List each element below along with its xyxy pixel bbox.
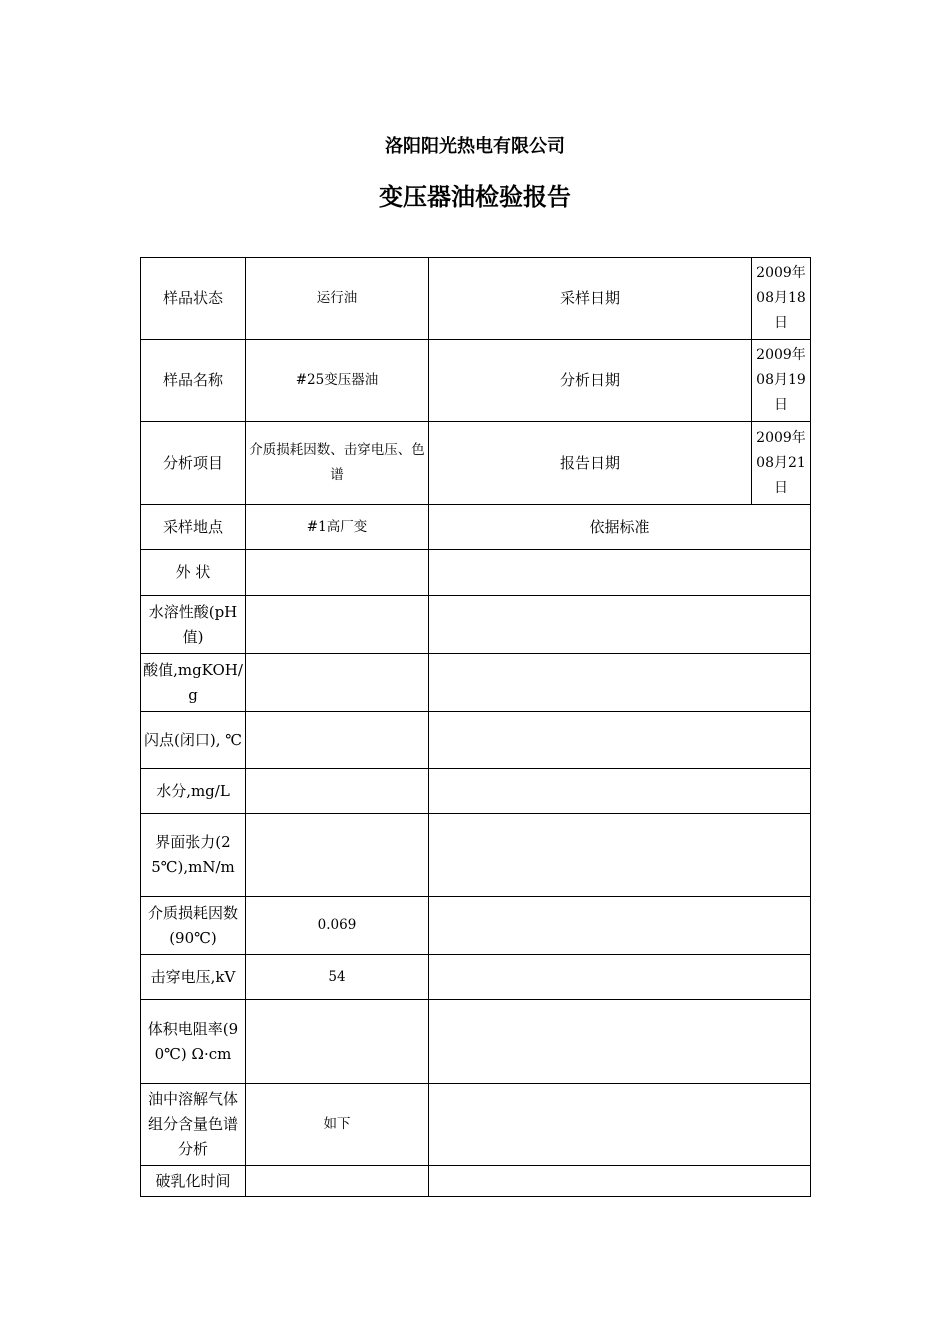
- test-value: [246, 814, 429, 897]
- test-value: [246, 654, 429, 712]
- test-standard: [429, 596, 811, 654]
- table-row: [141, 769, 811, 814]
- test-value: 0.069: [246, 897, 429, 955]
- sample-date-label: 采样日期: [429, 258, 752, 340]
- test-label: 界面张力(25℃),mN/m: [141, 814, 246, 897]
- test-label: 闪点(闭口), ℃: [141, 712, 246, 769]
- table-row: [141, 1000, 811, 1084]
- table-row: [141, 422, 811, 505]
- analysis-items-label: 分析项目: [141, 422, 246, 505]
- report-title: 变压器油检验报告: [379, 183, 571, 211]
- report-date-value: 2009年08月21日: [752, 422, 811, 505]
- table-row: [141, 340, 811, 422]
- analysis-date-label: 分析日期: [429, 340, 752, 422]
- table-row: [141, 814, 811, 897]
- table-row: [141, 258, 811, 340]
- table-row: [141, 1166, 811, 1197]
- table-row: [141, 505, 811, 550]
- test-standard: [429, 1000, 811, 1084]
- test-label: 外 状: [141, 550, 246, 596]
- test-label: 破乳化时间: [141, 1166, 246, 1197]
- test-value: [246, 769, 429, 814]
- test-standard: [429, 550, 811, 596]
- test-label: 水溶性酸(pH值): [141, 596, 246, 654]
- table-row: [141, 1084, 811, 1166]
- report-date-label: 报告日期: [429, 422, 752, 505]
- test-label: 体积电阻率(90℃) Ω·cm: [141, 1000, 246, 1084]
- test-label: 击穿电压,kV: [141, 955, 246, 1000]
- sample-name-value: #25变压器油: [246, 340, 429, 422]
- sample-date-value: 2009年08月18日: [752, 258, 811, 340]
- test-value: 如下: [246, 1084, 429, 1166]
- analysis-date-value: 2009年08月19日: [752, 340, 811, 422]
- sample-state-label: 样品状态: [141, 258, 246, 340]
- test-label: 酸值,mgKOH/g: [141, 654, 246, 712]
- test-value: 54: [246, 955, 429, 1000]
- sample-location-label: 采样地点: [141, 505, 246, 550]
- test-label: 水分,mg/L: [141, 769, 246, 814]
- table-row: [141, 897, 811, 955]
- standard-header: 依据标准: [429, 505, 811, 550]
- test-standard: [429, 814, 811, 897]
- test-standard: [429, 654, 811, 712]
- test-standard: [429, 1084, 811, 1166]
- company-name: 洛阳阳光热电有限公司: [385, 136, 565, 157]
- test-standard: [429, 712, 811, 769]
- table-row: [141, 550, 811, 596]
- test-value: [246, 1000, 429, 1084]
- test-label: 介质损耗因数(90℃): [141, 897, 246, 955]
- test-value: [246, 1166, 429, 1197]
- test-label: 油中溶解气体组分含量色谱分析: [141, 1084, 246, 1166]
- report-table: [140, 257, 811, 1197]
- analysis-items-value: 介质损耗因数、击穿电压、色谱: [246, 422, 429, 505]
- table-row: [141, 955, 811, 1000]
- table-row: [141, 654, 811, 712]
- test-value: [246, 712, 429, 769]
- test-standard: [429, 769, 811, 814]
- sample-location-value: #1高厂变: [246, 505, 429, 550]
- test-standard: [429, 897, 811, 955]
- test-standard: [429, 1166, 811, 1197]
- test-standard: [429, 955, 811, 1000]
- table-row: [141, 596, 811, 654]
- sample-name-label: 样品名称: [141, 340, 246, 422]
- table-row: [141, 712, 811, 769]
- sample-state-value: 运行油: [246, 258, 429, 340]
- test-value: [246, 550, 429, 596]
- test-value: [246, 596, 429, 654]
